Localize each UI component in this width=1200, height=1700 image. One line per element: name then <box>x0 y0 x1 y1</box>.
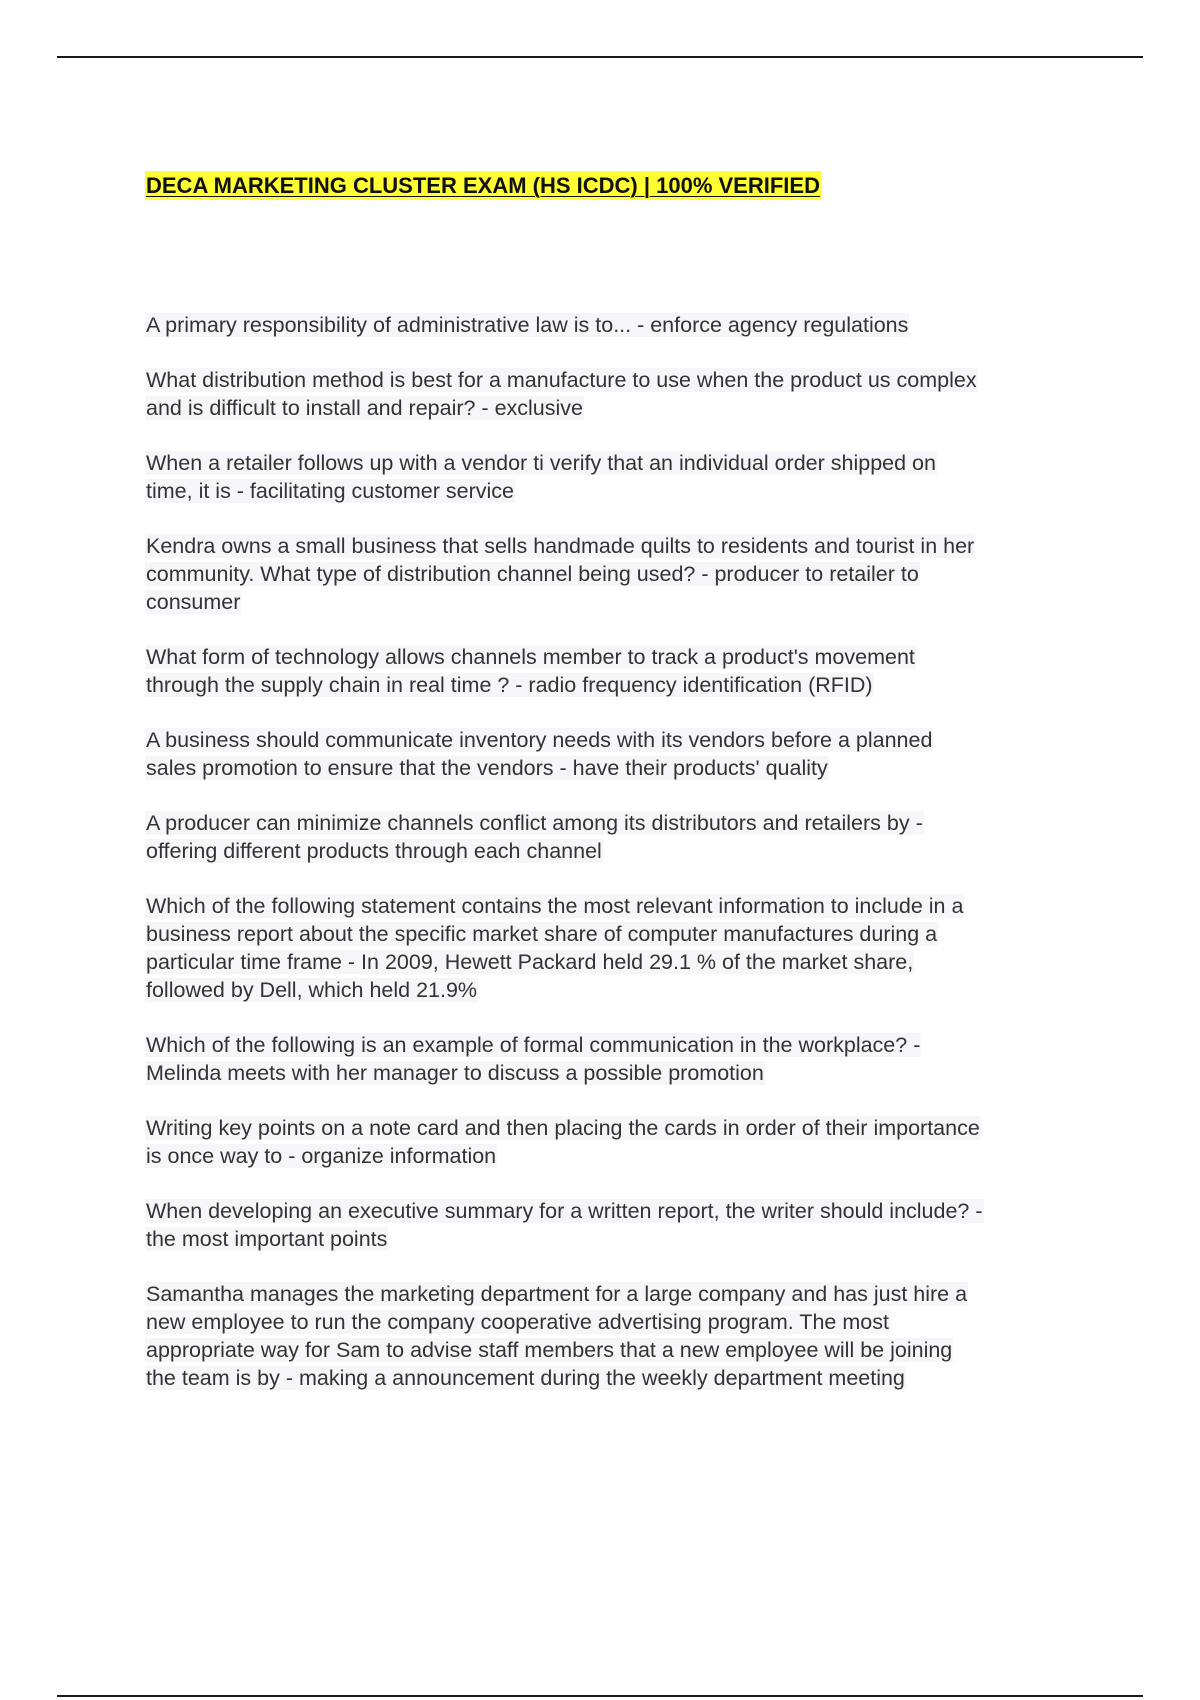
qa-item <box>145 1114 1105 1170</box>
qa-text: Melinda meets with her manager to discuss a possible promotion <box>146 1061 764 1085</box>
qa-item <box>145 366 1105 422</box>
qa-item <box>145 311 1105 339</box>
qa-text: What distribution method is best for a manufacture to use when the product us complex <box>146 368 977 392</box>
qa-text: What form of technology allows channels member to track a product's movement <box>146 645 915 669</box>
qa-text: community. What type of distribution channel being used? - producer to retailer to <box>146 562 919 586</box>
qa-list <box>145 311 1105 1419</box>
qa-text: A primary responsibility of administrative law is to... - enforce agency regulations <box>146 313 909 337</box>
title-block <box>145 171 821 200</box>
qa-text: Which of the following is an example of formal communication in the workplace? - <box>146 1033 921 1057</box>
qa-text: appropriate way for Sam to advise staff members that a new employee will be joining <box>146 1338 953 1362</box>
qa-item <box>145 726 1105 782</box>
qa-text: Samantha manages the marketing department for a large company and has just hire a <box>146 1282 968 1306</box>
qa-text: When developing an executive summary for a written report, the writer should include? - <box>146 1199 983 1223</box>
top-divider <box>57 56 1143 58</box>
qa-text: When a retailer follows up with a vendor ti verify that an individual order shipped on <box>146 451 936 475</box>
qa-text: time, it is - facilitating customer service <box>146 479 514 503</box>
qa-item <box>145 1031 1105 1087</box>
qa-text: particular time frame - In 2009, Hewett Packard held 29.1 % of the market share, <box>146 950 914 974</box>
qa-item <box>145 643 1105 699</box>
qa-text: Writing key points on a note card and then placing the cards in order of their importance <box>146 1116 980 1140</box>
qa-text: the team is by - making a announcement during the weekly department meeting <box>146 1366 905 1390</box>
qa-text: A producer can minimize channels conflict among its distributors and retailers by - <box>146 811 923 835</box>
document-title: DECA MARKETING CLUSTER EXAM (HS ICDC) | 100% VERIFIED <box>146 173 820 198</box>
qa-text: Kendra owns a small business that sells handmade quilts to residents and tourist in her <box>146 534 975 558</box>
qa-text: A business should communicate inventory needs with its vendors before a planned <box>146 728 933 752</box>
qa-text: and is difficult to install and repair? - exclusive <box>146 396 583 420</box>
qa-text: the most important points <box>146 1227 388 1251</box>
bottom-divider <box>57 1695 1143 1697</box>
qa-item <box>145 1280 1105 1392</box>
qa-text: is once way to - organize information <box>146 1144 497 1168</box>
qa-text: offering different products through each channel <box>146 839 602 863</box>
qa-text: through the supply chain in real time ? - radio frequency identification (RFID) <box>146 673 873 697</box>
qa-item <box>145 1197 1105 1253</box>
qa-item <box>145 892 1105 1004</box>
qa-item <box>145 532 1105 616</box>
qa-text: sales promotion to ensure that the vendors - have their products' quality <box>146 756 828 780</box>
qa-text: followed by Dell, which held 21.9% <box>146 978 478 1002</box>
qa-item <box>145 809 1105 865</box>
qa-text: Which of the following statement contains the most relevant information to include in a <box>146 894 964 918</box>
qa-text: new employee to run the company cooperative advertising program. The most <box>146 1310 889 1334</box>
qa-item <box>145 449 1105 505</box>
qa-text: consumer <box>146 590 241 614</box>
qa-text: business report about the specific market share of computer manufactures during a <box>146 922 938 946</box>
